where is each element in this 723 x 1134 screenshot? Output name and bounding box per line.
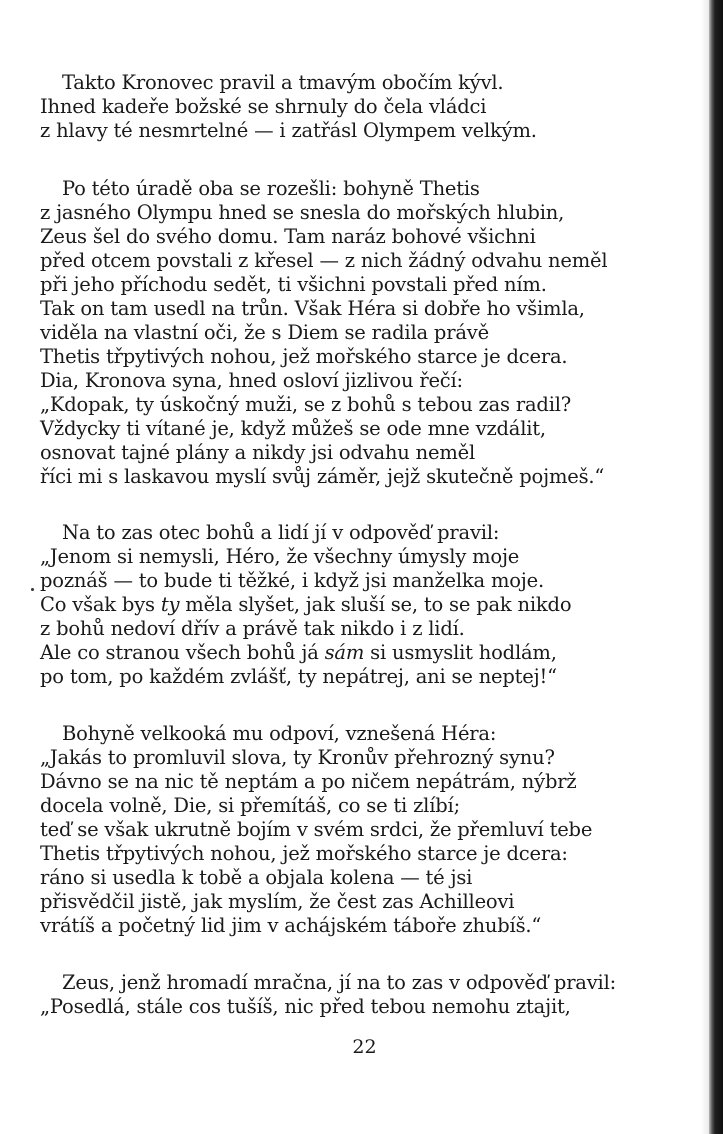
verse-line: z hlavy té nesmrtelné — i zatřásl Olympem velkým.: [40, 119, 537, 142]
emphasized-word: ty: [160, 593, 180, 616]
verse-line: Vždycky ti vítané je, když můžeš se ode mne vzdálit,: [40, 417, 546, 440]
verse-line: Thetis třpytivých nohou, jež mořského starce je dcera.: [40, 345, 568, 368]
poem-text: [40, 71, 680, 1041]
verse-line: docela volně, Die, si přemítáš, co se ti zlíbí;: [40, 794, 460, 817]
print-speck: [31, 588, 34, 591]
verse-line: Dávno se na nic tě neptám a po ničem nepátrám, nýbrž: [40, 770, 577, 793]
verse-line: „Kdopak, ty úskočný muži, se z bohů s tebou zas radil?: [40, 393, 572, 416]
verse-line: [40, 593, 680, 617]
verse-line: Ihned kadeře božské se shrnuly do čela vládci: [40, 95, 487, 118]
page-number: 22: [352, 1036, 377, 1058]
verse-line: při jeho příchodu sedět, ti všichni povstali před ním.: [40, 273, 547, 296]
emphasized-word: sám: [324, 641, 365, 664]
verse-segment: si usmyslit hodlám,: [364, 641, 557, 664]
stanza: [40, 177, 680, 489]
verse-line: Zeus šel do svého domu. Tam naráz bohové všichni: [40, 225, 536, 248]
verse-line: Tak on tam usedl na trůn. Však Héra si dobře ho všimla,: [40, 297, 585, 320]
verse-line: vrátíš a početný lid jim v achájském táboře zhubíš.“: [40, 914, 542, 937]
verse-line: Takto Kronovec pravil a tmavým obočím kývl.: [62, 71, 504, 94]
verse-line: viděla na vlastní oči, že s Diem se radila právě: [40, 321, 489, 344]
verse-line: po tom, po každém zvlášť, ty nepátrej, ani se neptej!“: [40, 665, 557, 688]
verse-line: říci mi s laskavou myslí svůj záměr, jejž skutečně pojmeš.“: [40, 465, 605, 488]
verse-line: Thetis třpytivých nohou, jež mořského starce je dcera:: [40, 842, 568, 865]
verse-line: z bohů nedoví dřív a právě tak nikdo i z lidí.: [40, 617, 465, 640]
stanza: [40, 722, 680, 938]
verse-segment: Co však bys: [40, 593, 161, 616]
verse-line: „Jenom si nemysli, Héro, že všechny úmysly moje: [40, 545, 520, 568]
verse-line: z jasného Olympu hned se snesla do mořských hlubin,: [40, 201, 565, 224]
verse-line: poznáš — to bude ti těžké, i když jsi manželka moje.: [40, 569, 544, 592]
verse-line: před otcem povstali z křesel — z nich žádný odvahu neměl: [40, 249, 608, 272]
verse-line: osnovat tajné plány a nikdy jsi odvahu neměl: [40, 441, 476, 464]
verse-segment: Ale co stranou všech bohů já: [40, 641, 325, 664]
verse-line: teď se však ukrutně bojím v svém srdci, že přemluví tebe: [40, 818, 593, 841]
verse-line: Bohyně velkooká mu odpoví, vznešená Héra:: [62, 722, 497, 745]
verse-line: „Jakás to promluvil slova, ty Kronův přehrozný synu?: [40, 746, 555, 769]
verse-line: [40, 641, 680, 665]
stanza: [40, 71, 680, 143]
stanza: [40, 971, 680, 1019]
stanza: [40, 521, 680, 689]
book-binding-edge: [709, 0, 723, 1134]
verse-line: Po této úradě oba se rozešli: bohyně Thetis: [62, 177, 480, 200]
verse-line: Na to zas otec bohů a lidí jí v odpověď pravil:: [62, 521, 500, 544]
verse-line: „Posedlá, stále cos tušíš, nic před tebou nemohu ztajit,: [40, 995, 571, 1018]
verse-segment: měla slyšet, jak sluší se, to se pak nikdo: [179, 593, 572, 616]
verse-line: Dia, Kronova syna, hned osloví jizlivou řečí:: [40, 369, 463, 392]
verse-line: přisvědčil jistě, jak myslím, že čest zas Achilleovi: [40, 890, 515, 913]
binding-shadow: [701, 0, 709, 1134]
verse-line: Zeus, jenž hromadí mračna, jí na to zas v odpověď pravil:: [62, 971, 616, 994]
verse-line: ráno si usedla k tobě a objala kolena — té jsi: [40, 866, 473, 889]
